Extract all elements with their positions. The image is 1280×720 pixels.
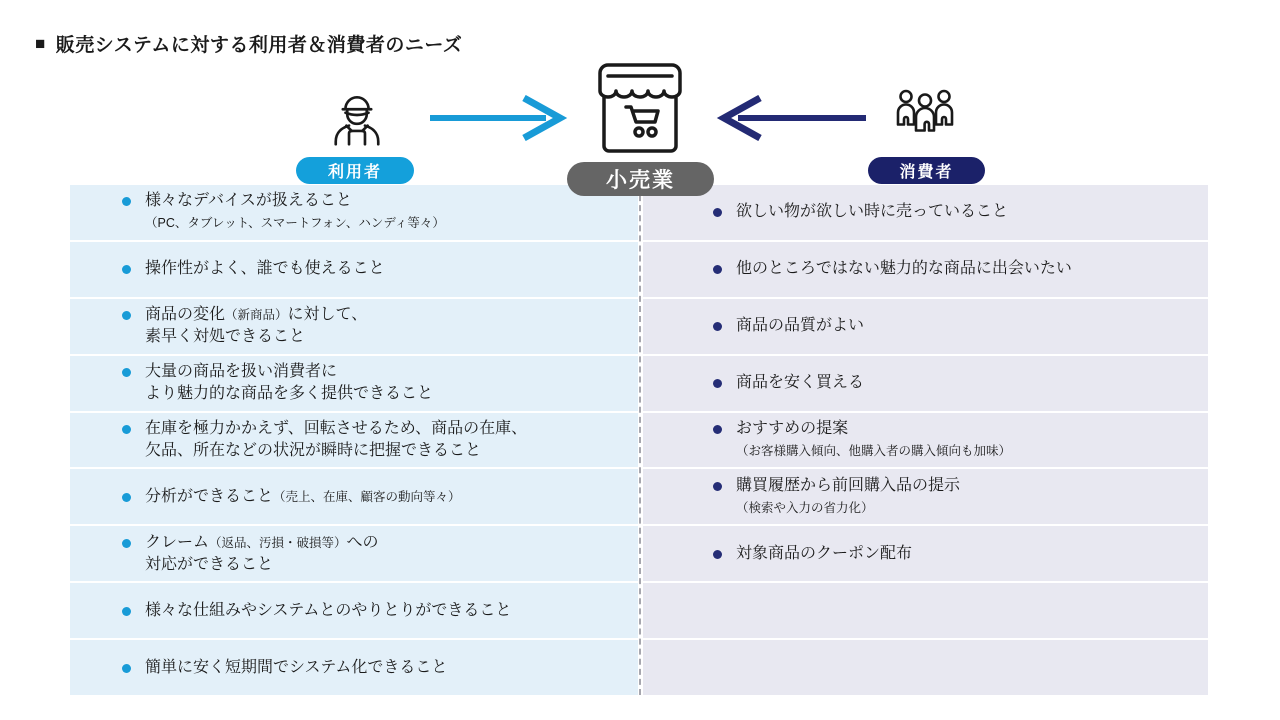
list-item-text: クレーム（返品、汚損・破損等）への 対応ができること bbox=[145, 533, 379, 573]
bullet-dot bbox=[122, 425, 131, 434]
list-item-text: 分析ができること（売上、在庫、顧客の動向等々） bbox=[145, 487, 461, 505]
list-item bbox=[643, 299, 1208, 354]
bullet-dot bbox=[122, 368, 131, 377]
list-item-text: 購買履歴から前回購入品の提示 （検索や入力の省力化） bbox=[736, 476, 961, 515]
list-item bbox=[70, 185, 638, 240]
list-item-text: 在庫を極力かかえず、回転させるため、商品の在庫、 欠品、所在などの状況が瞬時に把握できること bbox=[145, 420, 528, 459]
needs-list-left bbox=[70, 185, 638, 695]
list-item bbox=[70, 526, 638, 581]
list-item-text: 対象商品のクーポン配布 bbox=[736, 544, 913, 562]
consumer-badge-label: 消費者 bbox=[899, 164, 954, 181]
bullet-dot bbox=[713, 379, 722, 388]
list-item-text: 操作性がよく、誰でも使えること bbox=[145, 260, 385, 278]
column-divider bbox=[639, 185, 641, 695]
list-item bbox=[70, 242, 638, 297]
list-item bbox=[643, 242, 1208, 297]
bullet-dot bbox=[713, 322, 722, 331]
list-item bbox=[643, 413, 1208, 468]
list-item bbox=[70, 583, 638, 638]
bullet-dot bbox=[122, 539, 131, 548]
bullet-dot bbox=[713, 208, 722, 217]
list-item-text: 様々なデバイスが扱えること （PC、タブレット、スマートフォン、ハンディ等々） bbox=[145, 192, 445, 231]
consumer-to-retail-arrow-icon bbox=[708, 95, 868, 141]
list-item-text: 様々な仕組みやシステムとのやりとりができること bbox=[145, 601, 512, 619]
store-icon bbox=[588, 61, 692, 157]
title-text: 販売システムに対する利用者＆消費者のニーズ bbox=[55, 35, 463, 56]
bullet-dot bbox=[122, 493, 131, 502]
consumer-badge bbox=[868, 157, 985, 184]
bullet-dot bbox=[713, 482, 722, 491]
needs-lists bbox=[70, 185, 1208, 695]
bullet-dot bbox=[713, 265, 722, 274]
bullet-dot bbox=[713, 550, 722, 559]
title-square-marker: ■ bbox=[35, 34, 46, 53]
worker-icon bbox=[326, 80, 388, 150]
list-item-text: おすすめの提案 （お客様購入傾向、他購入者の購入傾向も加味） bbox=[736, 420, 1012, 458]
list-item bbox=[70, 469, 638, 524]
list-item-text: 商品の変化（新商品）に対して、 素早く対処できること bbox=[145, 306, 368, 346]
list-item-text: 簡単に安く短期間でシステム化できること bbox=[145, 658, 448, 676]
list-item-text: 大量の商品を扱い消費者に より魅力的な商品を多く提供できること bbox=[145, 363, 434, 403]
bullet-dot bbox=[122, 664, 131, 673]
list-item bbox=[70, 413, 638, 468]
retail-badge-label: 小売業 bbox=[606, 169, 675, 192]
list-item bbox=[70, 640, 638, 695]
bullet-dot bbox=[713, 425, 722, 434]
needs-list-right bbox=[643, 185, 1208, 695]
bullet-dot bbox=[122, 197, 131, 206]
user-badge bbox=[296, 157, 414, 184]
list-item bbox=[643, 185, 1208, 240]
list-item-text: 他のところではない魅力的な商品に出会いたい bbox=[736, 260, 1072, 278]
user-to-retail-arrow-icon bbox=[428, 95, 568, 141]
page-title bbox=[35, 30, 462, 57]
retail-badge bbox=[567, 162, 714, 196]
bullet-dot bbox=[122, 607, 131, 616]
bullet-dot bbox=[122, 265, 131, 274]
user-badge-label: 利用者 bbox=[327, 164, 382, 181]
bullet-dot bbox=[122, 311, 131, 320]
list-item bbox=[643, 583, 1208, 638]
list-item bbox=[643, 469, 1208, 524]
people-icon bbox=[893, 83, 957, 140]
list-item-text: 欲しい物が欲しい時に売っていること bbox=[736, 203, 1009, 221]
list-item bbox=[70, 356, 638, 411]
list-item bbox=[70, 299, 638, 354]
list-item bbox=[643, 526, 1208, 581]
list-item bbox=[643, 640, 1208, 695]
list-item bbox=[643, 356, 1208, 411]
list-item-text: 商品の品質がよい bbox=[736, 317, 865, 335]
list-item-text: 商品を安く買える bbox=[736, 374, 865, 392]
